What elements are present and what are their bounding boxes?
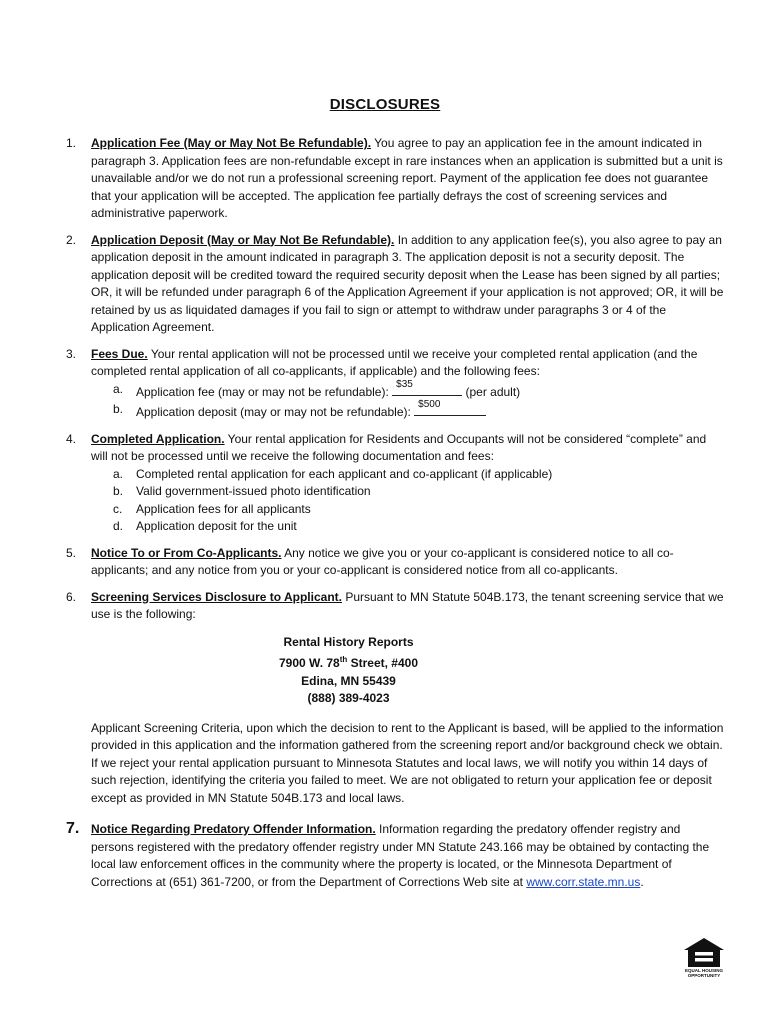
sub-letter: b. bbox=[113, 402, 124, 416]
disclosure-item-4 bbox=[66, 431, 726, 536]
sub-letter: c. bbox=[113, 501, 123, 516]
page-title: DISCLOSURES bbox=[329, 96, 441, 113]
sub-letter: a. bbox=[113, 466, 124, 481]
sub-text: Valid government-issued photo identification bbox=[136, 484, 371, 498]
item-text: Your rental application will not be processed until we receive your completed rental application (and the completed rental application of all co-applicants, if applicable) and the following fees: bbox=[91, 346, 698, 378]
street-name: Street, #400 bbox=[347, 656, 418, 670]
sub-item bbox=[91, 518, 726, 536]
application-fee-field[interactable] bbox=[392, 378, 462, 396]
service-city: Edina, MN 55439 bbox=[301, 673, 396, 688]
item-number: 3. bbox=[66, 346, 77, 361]
application-deposit-field[interactable] bbox=[414, 401, 486, 416]
disclosure-item-2 bbox=[66, 232, 726, 337]
item-heading: Application Deposit (May or May Not Be Refundable). bbox=[91, 232, 395, 247]
item-heading: Completed Application. bbox=[91, 431, 225, 446]
sub-letter: b. bbox=[113, 484, 124, 498]
item-text: You agree to pay an application fee in the amount indicated in paragraph 3. Application fees are non-refundable except in rare instances when an application is submitted but a unit is unavailable and/or we do not run a professional screening report. Payment of the application fee does not guarantee that your application will be accepted. The application fee partially defrays the cost of screening services and administrative paperwork. bbox=[91, 136, 723, 220]
street-number: 7900 W. 78 bbox=[279, 656, 340, 670]
sub-after: (per adult) bbox=[462, 384, 521, 399]
sub-letter: d. bbox=[113, 519, 124, 533]
item-number: 4. bbox=[66, 431, 77, 446]
sub-text: Application fees for all applicants bbox=[136, 501, 311, 516]
service-name: Rental History Reports bbox=[283, 634, 414, 649]
item-number: 6. bbox=[66, 589, 77, 604]
item-heading: Application Fee (May or May Not Be Refundable). bbox=[91, 136, 372, 150]
sub-text: Application fee (may or may not be refundable): bbox=[136, 384, 393, 399]
logo-line-2: OPPORTUNITY bbox=[687, 973, 721, 978]
item-number: 5. bbox=[66, 545, 77, 560]
item-text: Information regarding the predatory offender registry and persons registered with the predatory offender registry under MN Statute 243.166 may be obtained by contacting the local law enforcement offices in the community where the property is located, or the Minnesota Department of Corrections at (651) 361-7200, or from the Department of Corrections Web site at bbox=[91, 822, 710, 889]
service-street bbox=[91, 651, 606, 673]
application-fee-value: $35 bbox=[396, 378, 413, 390]
screening-criteria-paragraph: Applicant Screening Criteria, upon which the decision to rent to the Applicant is based, will be applied to the information provided in this application and the information gathered from the screening report and/or background check we obtain. If we reject your rental application pursuant to Minnesota Statutes and local laws, we will notify you within 14 days of such rejection, identifying the criteria you failed to meet. We are not obligated to return your application fee or deposit except as provided in MN Statute 504B.173 and local laws. bbox=[91, 720, 724, 805]
sub-item-fee bbox=[91, 378, 726, 402]
item-text: Any notice we give you or your co-applicant is considered notice to all co-applicants; and any notice from you or your co-applicant is considered notice from all co-applicants. bbox=[91, 545, 674, 577]
item-heading: Screening Services Disclosure to Applicant. bbox=[91, 589, 342, 604]
sub-item bbox=[91, 501, 726, 519]
disclosure-item-5 bbox=[66, 545, 726, 580]
street-suffix: th bbox=[339, 655, 348, 664]
disclosure-item-3 bbox=[66, 346, 726, 422]
item-heading: Notice To or From Co-Applicants. bbox=[91, 545, 282, 560]
logo-line-1: EQUAL HOUSING bbox=[685, 968, 723, 973]
item-text: In addition to any application fee(s), you also agree to pay an application deposit in the amount indicated in paragraph 3. The application deposit is not a security deposit. The application deposit will be credited toward the required security deposit when the Lease has been signed by all parties; OR, it will be refunded under paragraph 6 of the Application Agreement if your application is not approved; OR, it will be retained by us as liquidated damages if you fail to sign or attempt to withdraw under paragraphs 3 or 4 of the Application Agreement. bbox=[91, 232, 724, 334]
disclosure-item-6 bbox=[66, 589, 726, 808]
service-phone: (888) 389-4023 bbox=[307, 691, 390, 705]
item-text: Your rental application for Residents and Occupants will not be considered “complete” and will not be processed until we receive the following documentation and fees: bbox=[91, 431, 707, 463]
sub-item bbox=[91, 483, 726, 501]
application-deposit-value: $500 bbox=[418, 399, 441, 410]
item-number: 1. bbox=[66, 136, 77, 150]
sub-item bbox=[91, 466, 726, 484]
sub-item-deposit bbox=[91, 401, 726, 422]
disclosure-list bbox=[66, 135, 726, 900]
item-text: Pursuant to MN Statute 504B.173, the tenant screening service that we use is the following: bbox=[91, 589, 724, 621]
equal-housing-label bbox=[680, 968, 728, 978]
item-after-link: . bbox=[640, 874, 644, 889]
item-number: 2. bbox=[66, 232, 77, 247]
disclosure-item-7 bbox=[66, 821, 726, 891]
screening-service-address bbox=[91, 634, 726, 708]
sub-text: Application deposit (may or may not be refundable): bbox=[136, 405, 415, 419]
item-heading: Notice Regarding Predatory Offender Information. bbox=[91, 822, 376, 836]
item-heading: Fees Due. bbox=[91, 346, 148, 361]
corrections-website-link[interactable]: www.corr.state.mn.us bbox=[526, 874, 641, 889]
disclosure-item-1 bbox=[66, 135, 726, 223]
item-number: 7. bbox=[66, 820, 80, 837]
sub-text: Completed rental application for each applicant and co-applicant (if applicable) bbox=[136, 466, 553, 481]
sub-letter: a. bbox=[113, 381, 124, 396]
sub-text: Application deposit for the unit bbox=[136, 519, 297, 533]
